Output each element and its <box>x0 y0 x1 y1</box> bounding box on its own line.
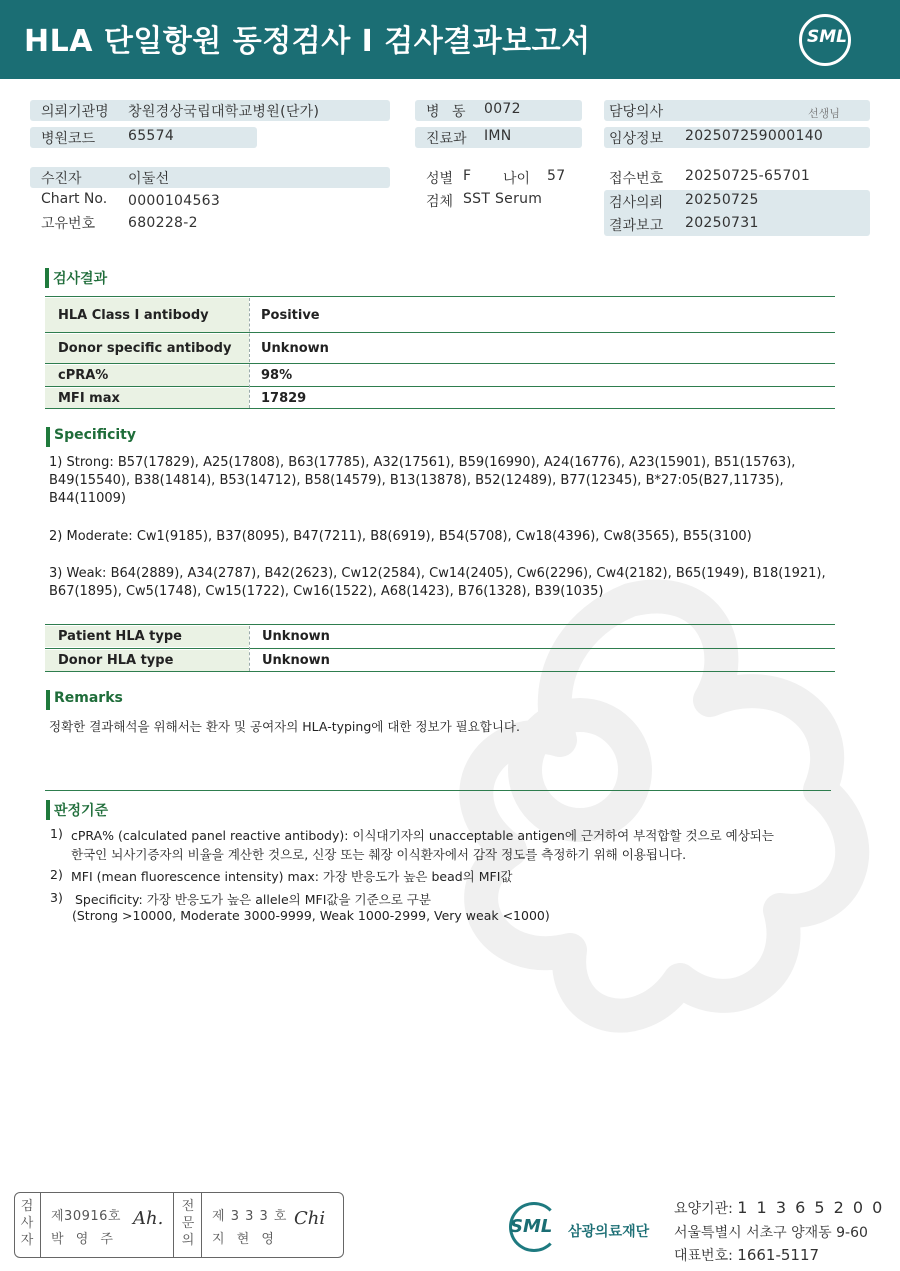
hla-row-value: Unknown <box>262 653 330 668</box>
org-name: 삼광의료재단 <box>568 1224 650 1240</box>
signature-divider <box>201 1192 202 1258</box>
dept-label: 진료과 <box>426 131 467 147</box>
doctor-suffix: 선생님 <box>808 107 840 120</box>
unique-no-label: 고유번호 <box>41 216 96 232</box>
result-row-value: 17829 <box>261 390 307 406</box>
request-label: 검사의뢰 <box>609 195 664 211</box>
org-address: 서울특별시 서초구 양재동 9-60 <box>674 1225 868 1241</box>
unique-no-value: 680228-2 <box>128 215 198 231</box>
sex-label: 성별 <box>426 171 454 187</box>
hla-rule-top <box>45 624 835 625</box>
criteria-rule <box>45 790 831 791</box>
ward-label: 병 동 <box>426 104 466 120</box>
clinical-label: 임상정보 <box>609 131 664 147</box>
chart-value: 0000104563 <box>128 193 221 209</box>
receipt-label: 접수번호 <box>609 171 664 187</box>
report-date-label: 결과보고 <box>609 218 664 234</box>
results-heading: 검사결과 <box>53 268 107 288</box>
tester-license: 제30916호 <box>51 1209 121 1224</box>
tester-name: 박 영 주 <box>51 1232 117 1247</box>
result-row-label: HLA Class I antibody <box>45 298 249 332</box>
remarks-text: 정확한 결과해석을 위해서는 환자 및 공여자의 HLA-typing에 대한 정보가 필요합니다. <box>49 719 520 734</box>
age-label: 나이 <box>503 171 531 187</box>
clinical-value: 202507259000140 <box>685 128 824 144</box>
hla-rule <box>45 648 835 649</box>
patient-pill <box>30 167 390 188</box>
patient-value: 이둘선 <box>128 171 170 187</box>
doctor-label: 담당의사 <box>609 104 664 120</box>
criteria-heading: 판정기준 <box>54 800 108 820</box>
institution-value: 창원경상국립대학교병원(단가) <box>128 104 320 120</box>
phone-label: 대표번호: <box>674 1248 733 1264</box>
criteria-number: 3) <box>50 890 63 905</box>
signature-divider <box>173 1192 174 1258</box>
age-value: 57 <box>547 168 566 184</box>
specialist-name: 지 현 영 <box>212 1232 278 1247</box>
hospital-code-label: 병원코드 <box>41 131 96 147</box>
hla-column-divider <box>249 626 250 671</box>
criteria-line: cPRA% (calculated panel reactive antibody): 이식대기자의 unacceptable antigen에 근거하여 부적합할 것으로 예상되는 <box>71 828 774 843</box>
specificity-heading: Specificity <box>54 427 136 443</box>
patient-label: 수진자 <box>41 171 82 187</box>
criteria-number: 1) <box>50 826 63 841</box>
specialist-signature: Chi <box>294 1208 326 1229</box>
result-row-value: Positive <box>261 307 320 323</box>
org-phone <box>674 1245 819 1265</box>
results-rule <box>45 332 835 333</box>
specificity-weak-line: B67(1895), Cw5(1748), Cw15(1722), Cw16(1522), A68(1423), B76(1328), B39(1035) <box>49 584 604 599</box>
tester-signature: Ah. <box>133 1208 164 1229</box>
criteria-line: MFI (mean fluorescence intensity) max: 가장 반응도가 높은 bead의 MFI값 <box>71 869 513 884</box>
specificity-weak-line: 3) Weak: B64(2889), A34(2787), B42(2623), Cw12(2584), Cw14(2405), Cw6(2296), Cw4(2182), B65(1949), B18(1921), <box>49 566 826 581</box>
hla-row-label: Patient HLA type <box>45 626 249 647</box>
institution-label: 의뢰기관명 <box>41 104 109 120</box>
criteria-number: 2) <box>50 867 63 882</box>
org-logo-text: SML <box>510 1216 553 1237</box>
result-row-label: cPRA% <box>45 365 249 386</box>
specificity-strong-line: B44(11009) <box>49 491 126 506</box>
hla-row-value: Unknown <box>262 629 330 644</box>
chart-label: Chart No. <box>41 191 108 207</box>
provider-code-label: 요양기관: <box>674 1201 733 1217</box>
hla-rule-bottom <box>45 671 835 672</box>
report-date-value: 20250731 <box>685 215 759 231</box>
dept-value: IMN <box>484 128 512 144</box>
specificity-strong-line: 1) Strong: B57(17829), A25(17808), B63(17785), A32(17561), B59(16990), A24(16776), A23(15901), B51(15763), <box>49 455 796 470</box>
results-rule <box>45 363 835 364</box>
receipt-value: 20250725-65701 <box>685 168 811 184</box>
specimen-label: 검체 <box>426 194 454 210</box>
result-row-label: MFI max <box>45 388 249 408</box>
provider-code-value: 1 1 3 6 5 2 0 0 <box>737 1198 885 1217</box>
phone-value: 1661-5117 <box>737 1246 820 1264</box>
results-rule <box>45 386 835 387</box>
result-row-value: 98% <box>261 368 293 383</box>
tester-label: 검 사 자 <box>20 1199 34 1248</box>
report-title: HLA 단일항원 동정검사 I 검사결과보고서 <box>24 24 591 59</box>
specificity-moderate-line: 2) Moderate: Cw1(9185), B37(8095), B47(7211), B8(6919), B54(5708), Cw18(4396), Cw8(3565), B55(3100) <box>49 529 752 544</box>
remarks-heading: Remarks <box>54 690 123 706</box>
results-rule-bottom <box>45 408 835 409</box>
specialist-label: 전 문 의 <box>181 1199 195 1248</box>
ward-value: 0072 <box>484 101 521 117</box>
specificity-strong-line: B49(15540), B38(14814), B53(14712), B58(14579), B13(13878), B52(12489), B77(12345), B*27:05(B27,11735), <box>49 473 784 488</box>
hla-row-label: Donor HLA type <box>45 650 249 671</box>
result-row-label: Donor specific antibody <box>45 334 249 363</box>
sex-value: F <box>463 168 472 184</box>
specimen-value: SST Serum <box>463 191 543 207</box>
results-column-divider <box>249 298 250 408</box>
signature-divider <box>40 1192 41 1258</box>
hospital-code-value: 65574 <box>128 128 175 144</box>
watermark-logo-icon <box>380 540 900 1060</box>
results-rule-top <box>45 296 835 297</box>
specialist-license: 제 3 3 3 호 <box>212 1209 288 1224</box>
criteria-line: 한국인 뇌사기증자의 비율을 계산한 것으로, 신장 또는 췌장 이식환자에서 감작 정도를 측정하기 위해 이용됩니다. <box>71 847 687 862</box>
criteria-line: Specificity: 가장 반응도가 높은 allele의 MFI값을 기준으로 구분 <box>75 892 431 907</box>
sml-logo-text: SML <box>807 27 847 47</box>
request-value: 20250725 <box>685 192 759 208</box>
criteria-line: (Strong >10000, Moderate 3000-9999, Weak 1000-2999, Very weak <1000) <box>72 908 550 923</box>
provider-code <box>674 1198 884 1218</box>
result-row-value: Unknown <box>261 341 329 356</box>
